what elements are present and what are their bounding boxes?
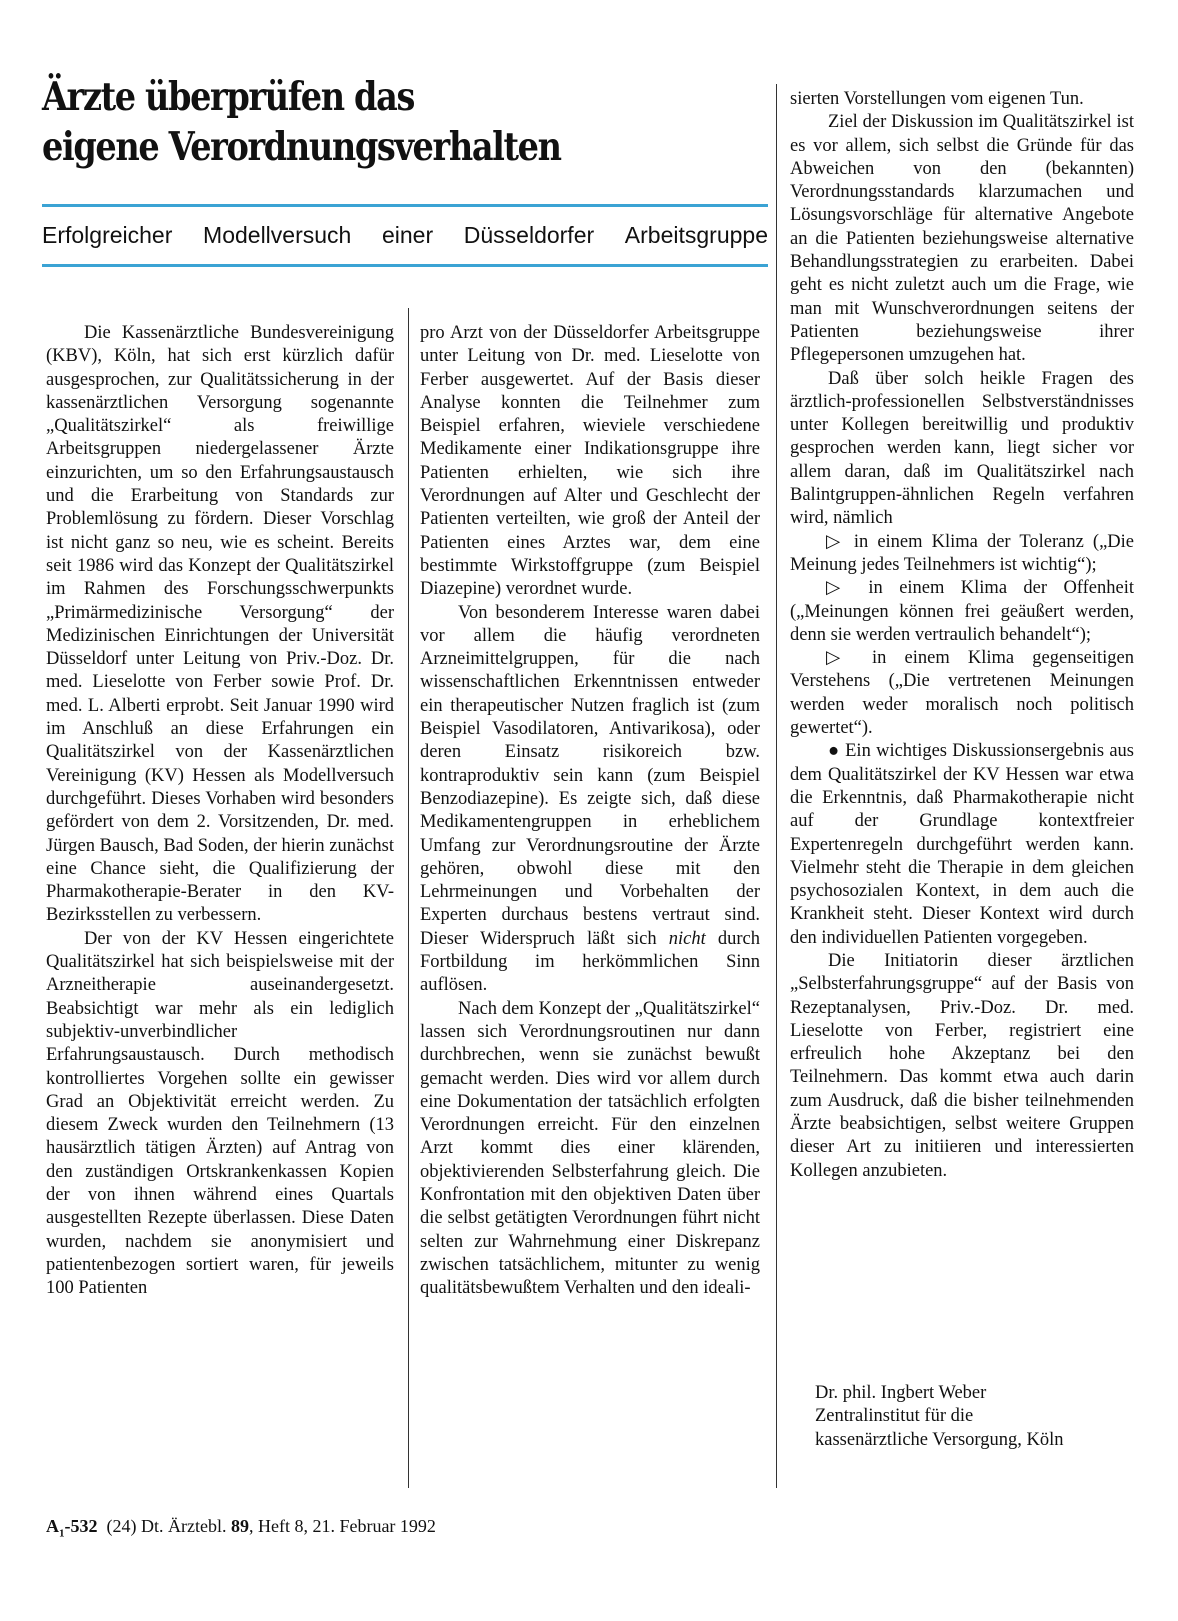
column-2: [420, 322, 760, 1300]
column-1: [46, 322, 394, 1300]
citation: (24) Dt. Ärztebl.: [106, 1516, 227, 1536]
bullet-item: [790, 577, 1134, 647]
triangle-right-icon: ▷: [826, 578, 852, 599]
subtitle-word: Erfolgreicher: [42, 222, 173, 248]
subtitle: [42, 220, 768, 250]
signature: [815, 1382, 1064, 1452]
paragraph: Daß über solch heikle Fragen des ärztlich-professionellen Selbstverständnisses unter Kollegen bereitwillig und produktiv gesprochen werden kann, liegt sicher vor allem daran, daß im Qualitätszirkel nach Balintgruppen-ähnlichen Regeln verfahren wird, nämlich: [790, 368, 1134, 529]
subtitle-word: Düsseldorfer: [463, 222, 595, 248]
paragraph: Nach dem Konzept der „Qualitätszirkel“ lassen sich Verordnungsroutinen nur dann durchbrechen, wenn sie zunächst bewußt gemacht werden. Dies wird vor allem durch eine Dokumentation der tatsächlich erfolgten Verordnungen erreicht. Für den einzelnen Arzt kommt dies einer klärenden, objektivierenden Selbsterfahrung gleich. Die Konfrontation mit den objektiven Daten über die selbst getätigten Verordnungen führt nicht selten zur Wahrnehmung einer Diskrepanz zwischen tatsächlichem, mitunter zu wenig qualitätsbewußtem Verhalten und den ideali-: [420, 998, 760, 1299]
paragraph: pro Arzt von der Düsseldorfer Arbeitsgruppe unter Leitung von Dr. med. Lieselotte von Ferber ausgewertet. Auf der Basis dieser Analyse konnten die Teilnehmer zum Beispiel erfahren, wieviele verschiedene Medikamente einer Indikationsgruppe ihre Patienten erhielten, wie sich ihre Verordnungen auf Alter und Geschlecht der Patienten verteilten, wie groß der Anteil der Patienten eines Arztes war, dem eine bestimmte Wirkstoffgruppe (zum Beispiel Diazepine) verordnet wurde.: [420, 323, 760, 600]
column-divider: [776, 84, 777, 1488]
column-3: [790, 88, 1134, 1183]
column-divider: [408, 308, 409, 1488]
page-footer: [46, 1516, 436, 1540]
paragraph: Der von der KV Hessen eingerichtete Qualitätszirkel hat sich beispielsweise mit der Arzneitherapie auseinandergesetzt. Beabsichtigt war mehr als ein lediglich subjektiv-unverbindlicher Erfahrungsaustausch. Durch methodisch kontrolliertes Vorgehen sollte ein gewisser Grad an Objektivität erreicht werden. Zu diesem Zweck wurden den Teilnehmern (13 hausärztlich tätigen Ärzten) auf Antrag von den zuständigen Ortskrankenkassen Kopien der von ihnen während eines Quartals ausgestellten Rezepte überlassen. Diese Daten wurden, nachdem sie anonymisiert und patientenbezogen sortiert waren, für jeweils 100 Patienten: [46, 928, 394, 1299]
author-affiliation: kassenärztliche Versorgung, Köln: [815, 1429, 1064, 1450]
paragraph: [790, 740, 1134, 950]
paragraph: Ziel der Diskussion im Qualitätszirkel ist es vor allem, sich selbst die Gründe für das Abweichen von den (bekannten) Verordnungsstandards klarzumachen und Lösungsvorschläge für alternative Angebote an die Patienten beziehungsweise alternative Behandlungsstrategien zu erarbeiten. Dabei geht es nicht zuletzt auch um die Frage, wie man mit Wunschverordnungen seitens der Patienten beziehungsweise ihrer Pflegepersonen umzugehen hat.: [790, 112, 1134, 366]
volume: 89: [230, 1516, 249, 1536]
triangle-right-icon: ▷: [826, 531, 845, 552]
author-name: Dr. phil. Ingbert Weber: [815, 1383, 987, 1403]
bullet-item: [790, 647, 1134, 740]
filled-circle-icon: ●: [828, 741, 840, 762]
issue-date: , Heft 8, 21. Februar 1992: [248, 1516, 436, 1536]
bottom-rule: [42, 264, 768, 267]
top-rule: [42, 204, 768, 207]
headline-line-1: Ärzte überprüfen das: [42, 74, 414, 120]
subtitle-word: einer: [381, 222, 434, 248]
triangle-right-icon: ▷: [826, 648, 854, 669]
bullet-text: in einem Klima gegenseitigen Verstehens („Die vertretenen Meinungen werden weder moralisch noch politisch gewertet“).: [790, 648, 1135, 739]
bullet-text: in einem Klima der Toleranz („Die Meinung jedes Teilnehmers ist wichtig“);: [790, 531, 1134, 575]
subtitle-word: Modellversuch: [203, 222, 352, 248]
headline-line-2: eigene Verordnungsverhalten: [42, 124, 561, 170]
paragraph: sierten Vorstellungen vom eigenen Tun.: [790, 89, 1084, 109]
paragraph: [420, 602, 760, 998]
emphasis: nicht: [668, 928, 706, 949]
text-run: Ein wichtiges Diskussionsergebnis aus dem Qualitätszirkel der KV Hessen war etwa die Erkenntnis, daß Pharmakotherapie nicht auf der Grundlage kontextfreier Expertenregeln durchgeführt werden kann. Vielmehr steht die Therapie in dem gleichen psychosozialen Kontext, in dem auch die Krankheit steht. Dieser Kontext wird durch den individuellen Patienten vorgegeben.: [790, 741, 1134, 948]
paragraph: Die Initiatorin dieser ärztlichen „Selbsterfahrungsgruppe“ auf der Basis von Rezeptanalysen, Priv.-Doz. Dr. med. Lieselotte von Ferber, registriert eine erfreulich hohe Akzeptanz bei den Teilnehmern. Das kommt etwa auch darin zum Ausdruck, daß die bisher teilnehmenden Ärzte beabsichtigen, selbst weitere Gruppen dieser Art zu initiieren und interessierten Kollegen anzubieten.: [790, 950, 1134, 1181]
paragraph: Die Kassenärztliche Bundesvereinigung (KBV), Köln, hat sich erst kürzlich dafür ausgesprochen, zur Qualitätssicherung in der kassenärztlichen Versorgung sogenannte „Qualitätszirkel“ als freiwillige Arbeitsgruppen niedergelassener Ärzte einzurichten, um so den Erfahrungsaustausch und die Erarbeitung von Standards zur Problemlösung zu fördern. Dieser Vorschlag ist nicht ganz so neu, wie es scheint. Bereits seit 1986 wird das Konzept der Qualitätszirkel im Rahmen des Forschungsschwerpunkts „Primärmedizinische Versorgung“ der Medizinischen Einrichtungen der Universität Düsseldorf unter Leitung von Priv.-Doz. Dr. med. Lieselotte von Ferber sowie Prof. Dr. med. L. Alberti erprobt. Seit Januar 1990 wird im Anschluß an diese Erfahrungen ein Qualitätszirkel von der Kassenärztlichen Vereinigung (KV) Hessen als Modellversuch durchgeführt. Dieses Vorhaben wird besonders gefördert von dem 2. Vorsitzenden, Dr. med. Jürgen Bausch, Bad Soden, der hierin zunächst eine Chance sieht, die Qualifizierung der Pharmakotherapie-Berater in den KV-Bezirksstellen zu verbessern.: [46, 323, 394, 926]
text-run: durch Fortbildung im herkömmlichen Sinn auflösen.: [420, 928, 761, 996]
text-run: Von besonderem Interesse waren dabei vor allem die häufig verordneten Arzneimittelgruppen, für die nach wissenschaftlichen Erkenntnissen entweder ein therapeutischer Nutzen fraglich ist (zum Beispiel Vasodilatoren, Antivarikosa), oder deren Einsatz risikoreich bzw. kontraproduktiv sein kann (zum Beispiel Benzodiazepine). Es zeigte sich, daß diese Medikamentengruppen in erheblichem Umfang zur Verordnungsroutine der Ärzte gehören, obwohl diese mit den Lehrmeinungen und Vorbehalten der Experten durchaus bestens vertraut sind. Dieser Widerspruch läßt sich: [420, 602, 760, 949]
page-number: $A_1-532$: [46, 1516, 98, 1540]
author-affiliation: Zentralinstitut für die: [815, 1406, 974, 1427]
subtitle-word: Arbeitsgruppe: [624, 222, 768, 248]
bullet-text: in einem Klima der Offenheit („Meinungen können frei geäußert werden, denn sie werden vertraulich behandelt“);: [790, 578, 1134, 645]
headline: [42, 72, 627, 172]
bullet-item: [790, 531, 1134, 578]
